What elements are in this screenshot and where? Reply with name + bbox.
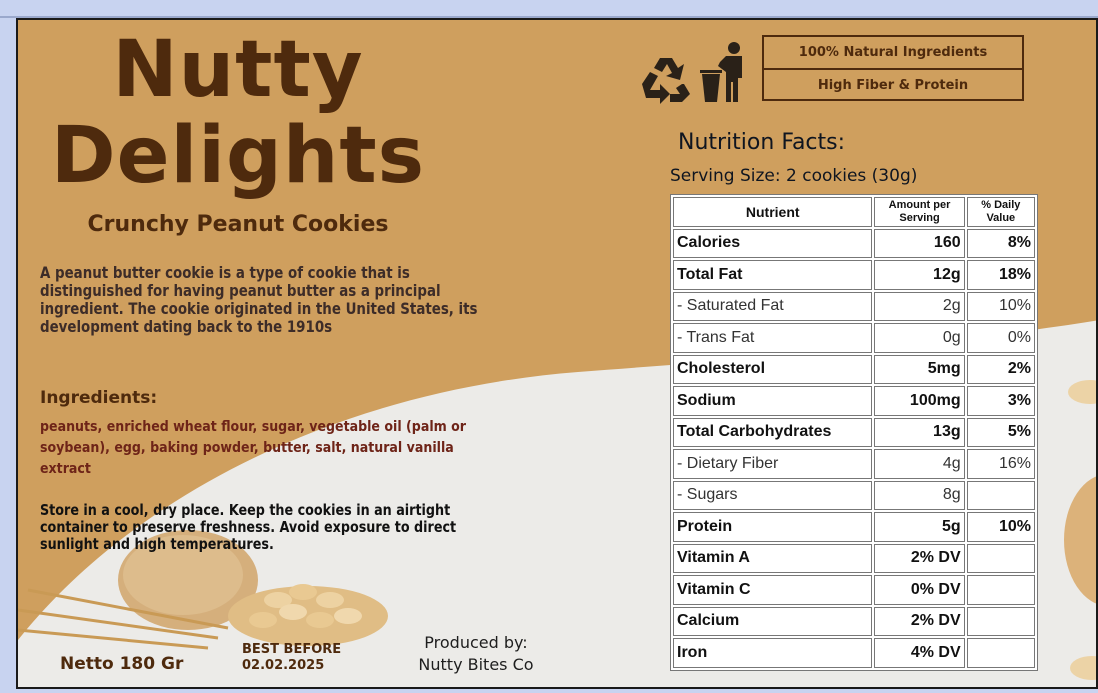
nutrient-dv: 0% [967,323,1035,353]
table-row [673,229,1035,259]
nutrient-name: - Trans Fat [673,323,872,353]
nutrition-header-row [673,197,1035,227]
trash-bin-person-icon [700,42,748,104]
table-row [673,481,1035,511]
nutrient-name: Calcium [673,607,872,637]
table-row [673,260,1035,290]
storage-instructions: Store in a cool, dry place. Keep the cookies in an airtight container to preserve freshness. Avoid exposure to direct sunlight and high temperatures. [40,501,457,553]
brand-name-line2: Delights [50,111,426,201]
table-row [673,512,1035,542]
nutrient-dv [967,481,1035,511]
table-row [673,449,1035,479]
table-row [673,638,1035,668]
nutrient-amount: 2% DV [874,544,964,574]
table-row [673,355,1035,385]
product-description: A peanut butter cookie is a type of cookie that is distinguished for having peanut butter as a principal ingredient. The cookie originated in the United States, its development dating back to the 1910s [40,263,478,336]
window-top-bar [0,0,1098,18]
nutrient-name: Vitamin A [673,544,872,574]
nutrition-table [670,194,1038,671]
nutrient-amount: 4% DV [874,638,964,668]
badge-fiber-protein: High Fiber & Protein [764,68,1022,101]
nutrient-amount: 2g [874,292,964,322]
nutrient-dv: 2% [967,355,1035,385]
nutrient-name: Protein [673,512,872,542]
nutrient-name: Sodium [673,386,872,416]
table-row [673,418,1035,448]
brand-name-line1: Nutty [112,25,364,115]
nutrient-dv [967,544,1035,574]
nutrient-amount: 0g [874,323,964,353]
nutrient-amount: 100mg [874,386,964,416]
nutrient-name: Total Carbohydrates [673,418,872,448]
table-row [673,292,1035,322]
producer-name: Nutty Bites Co [418,655,534,674]
nutrient-amount: 13g [874,418,964,448]
nutrient-name: - Dietary Fiber [673,449,872,479]
nutrient-name: Calories [673,229,872,259]
recycle-icon [638,54,694,106]
table-row [673,386,1035,416]
nutrient-name: - Saturated Fat [673,292,872,322]
header-amount: Amount per Serving [874,197,964,227]
table-row [673,323,1035,353]
nutrient-name: Vitamin C [673,575,872,605]
header-nutrient: Nutrient [673,197,872,227]
product-label [16,18,1098,689]
ingredients-title: Ingredients: [40,388,158,408]
table-row [673,607,1035,637]
serving-size: Serving Size: 2 cookies (30g) [670,166,918,186]
nutrient-dv [967,638,1035,668]
nutrient-name: Cholesterol [673,355,872,385]
best-before [242,642,341,674]
nutrient-amount: 2% DV [874,607,964,637]
nutrient-amount: 12g [874,260,964,290]
nutrient-amount: 160 [874,229,964,259]
nutrient-dv: 3% [967,386,1035,416]
nutrient-name: Iron [673,638,872,668]
nutrient-amount: 8g [874,481,964,511]
table-row [673,575,1035,605]
header-daily-value: % Daily Value [967,197,1035,227]
nutrient-amount: 5g [874,512,964,542]
nutrient-dv [967,607,1035,637]
nutrient-dv: 10% [967,512,1035,542]
feature-badges [762,35,1024,101]
nutrient-amount: 5mg [874,355,964,385]
nutrient-dv: 18% [967,260,1035,290]
nutrient-dv: 5% [967,418,1035,448]
net-weight: Netto 180 Gr [60,654,184,674]
nutrient-dv: 10% [967,292,1035,322]
nutrient-dv: 16% [967,449,1035,479]
nutrient-name: - Sugars [673,481,872,511]
nutrient-dv [967,575,1035,605]
nutrient-amount: 4g [874,449,964,479]
producer-label: Produced by: [424,633,528,652]
nutrition-title: Nutrition Facts: [678,130,846,155]
badge-natural: 100% Natural Ingredients [798,45,988,60]
nutrient-name: Total Fat [673,260,872,290]
ingredients-text: peanuts, enriched wheat flour, sugar, vegetable oil (palm or soybean), egg, baking powder, butter, salt, natural vanilla extract [40,419,467,477]
nutrient-amount: 0% DV [874,575,964,605]
best-before-label: BEST BEFORE [242,642,342,657]
producer-info [406,632,546,676]
product-subtitle: Crunchy Peanut Cookies [87,212,389,237]
best-before-date: 02.02.2025 [242,658,325,673]
table-row [673,544,1035,574]
nutrient-dv: 8% [967,229,1035,259]
